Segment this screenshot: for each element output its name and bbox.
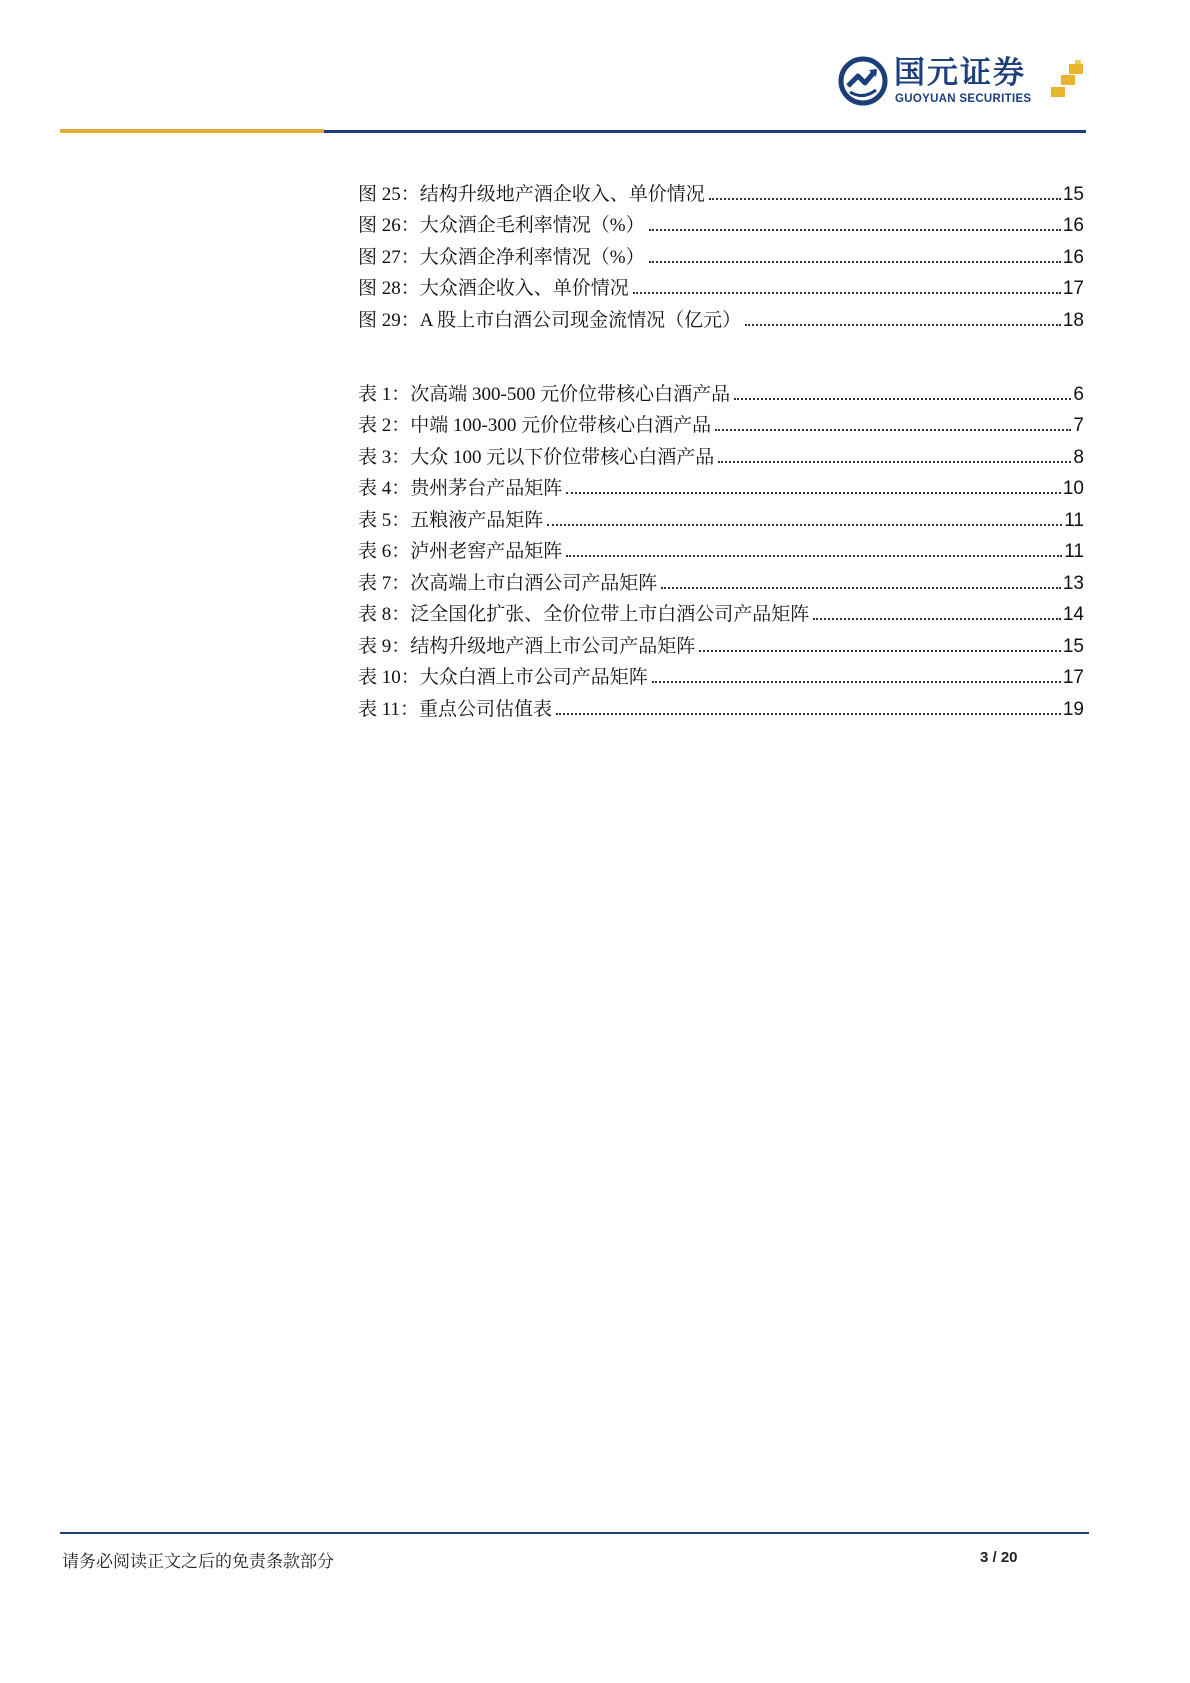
toc-entry[interactable] bbox=[358, 374, 1084, 406]
toc-entry-label: 图 27：大众酒企净利率情况（%） bbox=[358, 246, 645, 268]
toc-entry[interactable] bbox=[358, 500, 1084, 532]
toc-entry-label: 图 28：大众酒企收入、单价情况 bbox=[358, 278, 629, 299]
toc-entry-page: 15 bbox=[1062, 183, 1084, 205]
toc-entry-page: 17 bbox=[1062, 667, 1084, 688]
toc-entry-label: 表 4：贵州茅台产品矩阵 bbox=[358, 478, 563, 499]
toc-entry[interactable] bbox=[358, 532, 1084, 564]
gold-stairs-icon bbox=[1045, 60, 1087, 102]
dot-leader bbox=[547, 524, 1062, 526]
toc-entry[interactable] bbox=[358, 174, 1084, 206]
dot-leader bbox=[718, 461, 1071, 463]
toc-entry-label: 表 11：重点公司估值表 bbox=[358, 698, 553, 720]
toc-entry[interactable] bbox=[358, 269, 1084, 301]
page-number: 3 / 20 bbox=[980, 1549, 1018, 1566]
toc-entry[interactable] bbox=[358, 658, 1084, 690]
toc-entry-label: 图 26：大众酒企毛利率情况（%） bbox=[358, 215, 645, 236]
toc-entry-page: 15 bbox=[1062, 635, 1084, 657]
table-list bbox=[358, 374, 1084, 721]
company-logo bbox=[838, 52, 1088, 112]
dot-leader bbox=[709, 198, 1061, 200]
toc-entry[interactable] bbox=[358, 406, 1084, 438]
toc-entry[interactable] bbox=[358, 595, 1084, 627]
toc-entry-label: 图 29：A 股上市白酒公司现金流情况（亿元） bbox=[358, 309, 742, 331]
dot-leader bbox=[699, 650, 1061, 652]
figure-list bbox=[358, 174, 1084, 332]
dot-leader bbox=[649, 229, 1061, 231]
toc-entry-label: 表 5：五粮液产品矩阵 bbox=[358, 509, 544, 531]
dot-leader bbox=[556, 713, 1061, 715]
header-blue-rule bbox=[324, 130, 1086, 133]
toc-entry-label: 表 8：泛全国化扩张、全价位带上市白酒公司产品矩阵 bbox=[358, 604, 810, 625]
toc-entry-page: 8 bbox=[1073, 446, 1084, 468]
toc-entry[interactable] bbox=[358, 469, 1084, 501]
toc-entry-page: 11 bbox=[1064, 509, 1084, 531]
toc-entry-page: 16 bbox=[1062, 246, 1084, 268]
dot-leader bbox=[813, 618, 1061, 620]
dot-leader bbox=[566, 555, 1062, 557]
toc-entry-page: 11 bbox=[1064, 541, 1084, 562]
toc-entry-page: 18 bbox=[1062, 309, 1084, 331]
dot-leader bbox=[661, 587, 1061, 589]
header-gold-rule bbox=[60, 129, 324, 133]
dot-leader bbox=[734, 398, 1071, 400]
toc-entry-label: 表 7：次高端上市白酒公司产品矩阵 bbox=[358, 572, 658, 594]
toc-entry[interactable] bbox=[358, 563, 1084, 595]
toc-entry-page: 14 bbox=[1062, 604, 1084, 625]
toc-entry-label: 表 6：泸州老窖产品矩阵 bbox=[358, 541, 563, 562]
toc-entry-label: 表 3：大众 100 元以下价位带核心白酒产品 bbox=[358, 446, 715, 468]
logo-chinese-name: 国元证券 bbox=[894, 55, 1026, 91]
toc-entry-page: 6 bbox=[1073, 383, 1084, 405]
toc-entry-page: 7 bbox=[1073, 415, 1084, 436]
toc-entry-page: 13 bbox=[1062, 572, 1084, 594]
toc-entry-label: 图 25：结构升级地产酒企收入、单价情况 bbox=[358, 183, 705, 205]
toc-entry-label: 表 2：中端 100-300 元价位带核心白酒产品 bbox=[358, 415, 712, 436]
logo-english-name: GUOYUAN SECURITIES bbox=[895, 93, 1032, 105]
toc-entry-page: 17 bbox=[1062, 278, 1084, 299]
dot-leader bbox=[715, 429, 1071, 431]
toc-entry[interactable] bbox=[358, 626, 1084, 658]
toc-entry-label: 表 1：次高端 300-500 元价位带核心白酒产品 bbox=[358, 383, 731, 405]
footer-rule bbox=[60, 1532, 1089, 1534]
guoyuan-logo-icon bbox=[838, 56, 888, 106]
toc-entry[interactable] bbox=[358, 206, 1084, 238]
toc-entry-page: 19 bbox=[1062, 698, 1084, 720]
toc-entry[interactable] bbox=[358, 237, 1084, 269]
dot-leader bbox=[652, 681, 1061, 683]
toc-entry[interactable] bbox=[358, 300, 1084, 332]
toc-entry-page: 10 bbox=[1062, 478, 1084, 499]
dot-leader bbox=[633, 292, 1061, 294]
dot-leader bbox=[566, 492, 1061, 494]
toc-entry-label: 表 10：大众白酒上市公司产品矩阵 bbox=[358, 667, 648, 688]
dot-leader bbox=[745, 324, 1061, 326]
toc-entry-label: 表 9：结构升级地产酒上市公司产品矩阵 bbox=[358, 635, 696, 657]
toc-entry-page: 16 bbox=[1062, 215, 1084, 236]
toc-entry[interactable] bbox=[358, 437, 1084, 469]
toc-entry[interactable] bbox=[358, 689, 1084, 721]
dot-leader bbox=[649, 261, 1061, 263]
footer-disclaimer: 请务必阅读正文之后的免责条款部分 bbox=[62, 1552, 334, 1571]
